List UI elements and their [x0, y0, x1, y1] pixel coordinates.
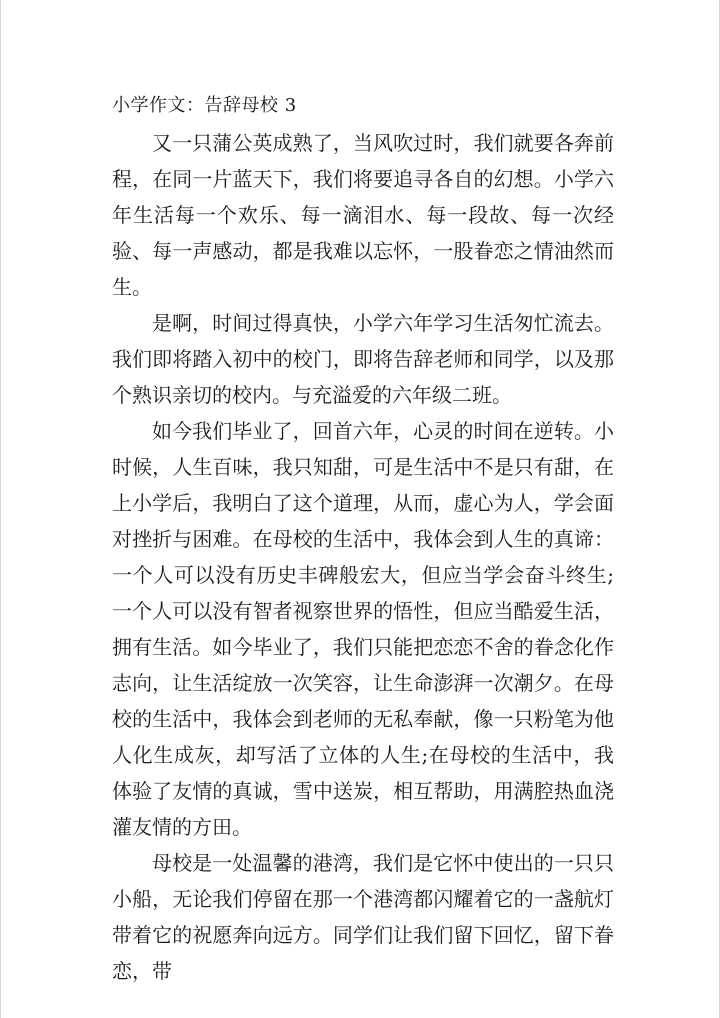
paragraph: 母校是一处温馨的港湾，我们是它怀中使出的一只只小船，无论我们停留在那一个港湾都闪耀着它的一盏航灯带着它的祝愿奔向远方。同学们让我们留下回忆，留下眷恋，带	[112, 851, 614, 983]
paragraph: 如今我们毕业了，回首六年，心灵的时间在逆转。小时候，人生百味，我只知甜，可是生活中不是只有甜，在上小学后，我明白了这个道理，从而，虚心为人，学会面对挫折与困难。在母校的生活中，我体会到人生的真谛：一个人可以没有历史丰碑般宏大，但应当学会奋斗终生;一个人可以没有智者视察世界的悟性，但应当酷爱生活，拥有生活。如今毕业了，我们只能把恋恋不舍的眷念化作志向，让生活绽放一次笑容，让生命澎湃一次潮夕。在母校的生活中，我体会到老师的无私奉献，像一只粉笔为他人化生成灰，却写活了立体的人生;在母校的生活中，我体验了友情的真诚，雪中送炭，相互帮助，用满腔热血浇灌友情的方田。	[112, 419, 614, 839]
paragraph: 是啊，时间过得真快，小学六年学习生活匆忙流去。我们即将踏入初中的校门，即将告辞老师和同学，以及那个熟识亲切的校内。与充溢爱的六年级二班。	[112, 311, 614, 407]
paragraph: 又一只蒲公英成熟了，当风吹过时，我们就要各奔前程，在同一片蓝天下，我们将要追寻各自的幻想。小学六年生活每一个欢乐、每一滴泪水、每一段故、每一次经验、每一声感动，都是我难以忘怀，一股眷恋之情油然而生。	[112, 131, 614, 299]
document-body	[112, 93, 614, 989]
document-title: 小学作文：告辞母校 3	[112, 95, 297, 116]
